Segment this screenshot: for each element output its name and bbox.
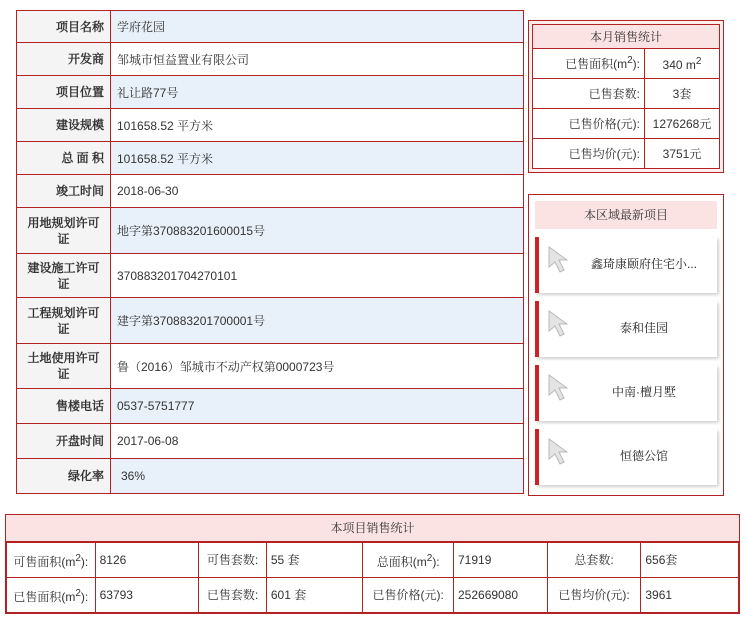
info-row-location	[17, 76, 524, 109]
project-sales-row	[7, 578, 739, 613]
info-value: 建字第370883201700001号	[111, 298, 524, 344]
monthly-stat-value	[645, 49, 720, 79]
cursor-pointer-icon	[547, 437, 573, 467]
info-label: 开盘时间	[17, 424, 111, 459]
sales-stat-label-text: 可售套数:	[206, 552, 259, 567]
sales-stat-label-superscript: 2	[75, 552, 81, 564]
monthly-stat-value-text: 1276268元	[652, 117, 712, 131]
monthly-stat-label-text: 已售面积(m	[565, 57, 628, 71]
info-label: 总 面 积	[17, 142, 111, 175]
info-value: 学府花园	[111, 11, 524, 43]
project-sales-table	[6, 542, 739, 613]
sales-stat-label-suffix: ):	[432, 554, 440, 569]
sales-stat-value: 8126	[95, 543, 199, 578]
sales-stat-value: 601 套	[266, 578, 363, 613]
sales-stat-label-text: 已售均价(元):	[558, 587, 630, 602]
sales-stat-label	[363, 543, 454, 578]
sales-stat-value: 55 套	[266, 543, 363, 578]
project-info-body	[17, 11, 524, 494]
monthly-stat-value-superscript: 2	[695, 55, 702, 67]
info-label	[17, 254, 111, 298]
area-project-name[interactable]: 恒德公馆	[619, 449, 668, 463]
monthly-stat-label-text: 已售套数:	[588, 87, 640, 101]
info-row-opening	[17, 424, 524, 459]
info-row-scale	[17, 109, 524, 142]
area-project-name[interactable]: 中南·檀月墅	[612, 385, 676, 399]
cursor-pointer-icon	[547, 373, 573, 403]
card-arrow-icon	[539, 315, 544, 325]
monthly-stat-value	[645, 109, 720, 139]
info-value: 地字第370883201600015号	[111, 208, 524, 254]
card-arrow-icon	[539, 443, 544, 453]
sales-stat-label-text: 可售面积(m	[13, 554, 76, 569]
monthly-stat-label-text: 已售均价(元):	[568, 147, 640, 161]
info-row-phone	[17, 389, 524, 424]
info-row-greening	[17, 459, 524, 494]
info-value: 36%	[111, 459, 524, 494]
sales-stat-label	[547, 578, 641, 613]
info-row-total-area	[17, 142, 524, 175]
info-label-text: 工程规划许可证	[27, 305, 100, 336]
sales-stat-label	[7, 578, 96, 613]
info-label: 建设规模	[17, 109, 111, 142]
monthly-stat-value	[645, 139, 720, 169]
info-label	[17, 344, 111, 389]
sales-stat-value: 3961	[641, 578, 739, 613]
monthly-stat-value-text: 3751元	[662, 147, 702, 161]
cursor-pointer-icon	[547, 245, 573, 275]
info-row-completion	[17, 175, 524, 208]
info-label-text: 用地规划许可证	[27, 215, 100, 246]
sales-stat-label-text: 总套数:	[574, 552, 614, 567]
project-sales-row	[7, 543, 739, 578]
monthly-stat-row	[533, 109, 720, 139]
sales-stat-label-text: 已售价格(元):	[372, 587, 444, 602]
info-label-text: 建设施工许可证	[27, 260, 100, 291]
info-label: 售楼电话	[17, 389, 111, 424]
info-row-developer	[17, 43, 524, 76]
info-value: 0537-5751777	[111, 389, 524, 424]
monthly-stats-table	[532, 48, 720, 169]
project-sales-body	[7, 543, 739, 613]
area-projects-list	[535, 237, 717, 485]
monthly-stats-body	[533, 49, 720, 169]
sales-stat-value: 656套	[641, 543, 739, 578]
monthly-stats-box	[528, 20, 724, 173]
project-sales-title: 本项目销售统计	[6, 515, 739, 542]
sales-stat-value: 252669080	[454, 578, 548, 613]
sales-stat-label	[7, 543, 96, 578]
info-row-land-permit	[17, 208, 524, 254]
area-projects-title: 本区域最新项目	[535, 201, 717, 229]
monthly-stat-row	[533, 79, 720, 109]
area-project-card[interactable]	[535, 429, 717, 485]
monthly-stat-label	[533, 139, 645, 169]
info-label	[17, 298, 111, 344]
project-sales-box	[5, 514, 740, 614]
area-project-name[interactable]: 鑫琦康颐府住宅小...	[590, 257, 697, 271]
monthly-stat-label	[533, 49, 645, 79]
monthly-stat-label-suffix: ):	[632, 57, 640, 71]
info-value: 101658.52 平方米	[111, 109, 524, 142]
sales-stat-value: 71919	[454, 543, 548, 578]
info-row-engineering-permit	[17, 298, 524, 344]
monthly-stat-value-text: 340 m	[662, 57, 696, 72]
info-label-text: 土地使用许可证	[27, 351, 100, 381]
info-value: 101658.52 平方米	[111, 142, 524, 175]
info-value: 370883201704270101	[111, 254, 524, 298]
info-label: 项目位置	[17, 76, 111, 109]
sales-stat-label-suffix: ):	[80, 554, 89, 569]
project-info-table	[16, 10, 524, 494]
info-value: 2018-06-30	[111, 175, 524, 208]
sales-stat-label	[199, 543, 267, 578]
card-arrow-icon	[539, 251, 544, 261]
monthly-stat-label	[533, 109, 645, 139]
sales-stat-label-text: 已售套数:	[206, 587, 259, 602]
monthly-stat-label-text: 已售价格(元):	[568, 117, 640, 131]
monthly-stat-row	[533, 139, 720, 169]
monthly-stat-label	[533, 79, 645, 109]
area-project-card[interactable]	[535, 365, 717, 421]
area-project-name[interactable]: 泰和佳园	[619, 321, 668, 335]
info-label	[17, 208, 111, 254]
info-label: 竣工时间	[17, 175, 111, 208]
info-value: 2017-06-08	[111, 424, 524, 459]
info-value: 邹城市恒益置业有限公司	[111, 43, 524, 76]
monthly-stat-label-superscript: 2	[627, 55, 633, 66]
area-projects-box	[528, 194, 724, 496]
monthly-stats-title: 本月销售统计	[532, 24, 720, 48]
sales-stat-label-text: 已售面积(m	[13, 589, 76, 604]
info-row-name	[17, 11, 524, 43]
info-value: 鲁（2016）邹城市不动产权第0000723号	[111, 344, 524, 389]
info-label: 项目名称	[17, 11, 111, 43]
monthly-stat-row	[533, 49, 720, 79]
sales-stat-label	[547, 543, 641, 578]
monthly-stat-value	[645, 79, 720, 109]
info-row-land-use-permit	[17, 344, 524, 389]
sales-stat-label-superscript: 2	[75, 587, 81, 599]
sales-stat-label-suffix: ):	[80, 589, 89, 604]
sales-stat-label	[363, 578, 454, 613]
cursor-pointer-icon	[547, 309, 573, 339]
sales-stat-label-text: 总面积(m	[376, 554, 427, 569]
sales-stat-value: 63793	[95, 578, 199, 613]
info-label: 绿化率	[17, 459, 111, 494]
sales-stat-label	[199, 578, 267, 613]
monthly-stat-value-text: 3套	[672, 87, 692, 101]
info-value: 礼让路77号	[111, 76, 524, 109]
area-project-card[interactable]	[535, 301, 717, 357]
sales-stat-label-superscript: 2	[426, 552, 433, 564]
area-project-card[interactable]	[535, 237, 717, 293]
card-arrow-icon	[539, 379, 544, 389]
info-row-construction-permit	[17, 254, 524, 298]
info-label: 开发商	[17, 43, 111, 76]
